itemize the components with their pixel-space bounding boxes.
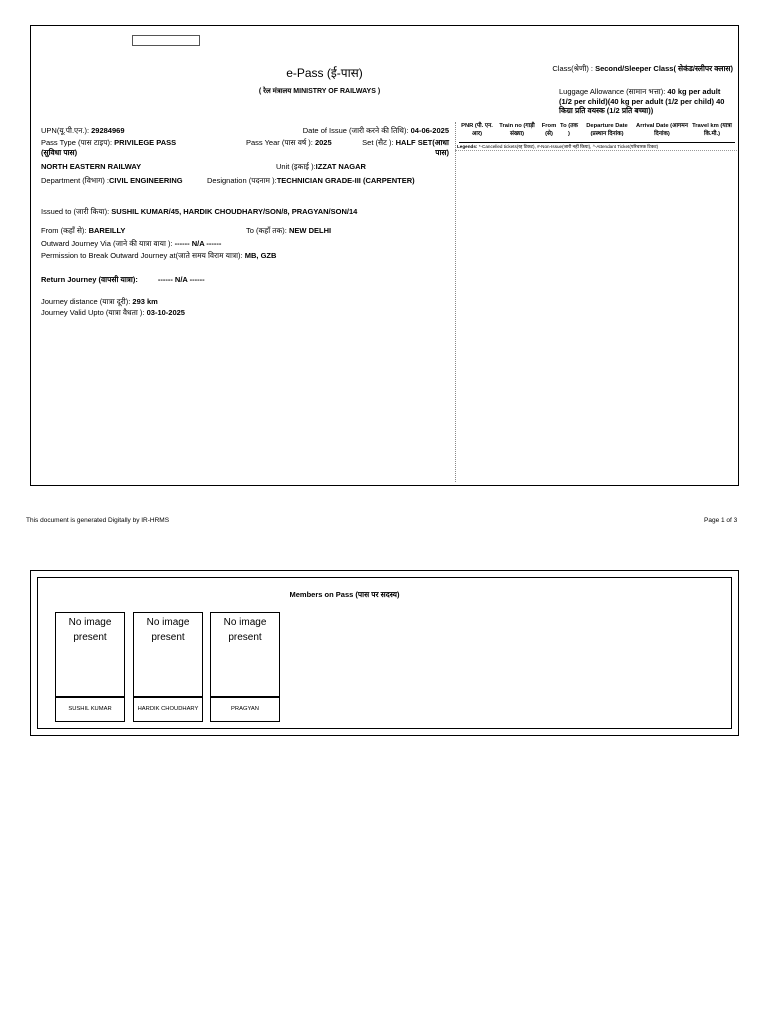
set-label: Set (सैट ): [362,138,396,147]
break-row [41,251,276,261]
issued-to-value: SUSHIL KUMAR/45, HARDIK CHOUDHARY/SON/8, PRAGYAN/SON/14 [111,207,358,216]
epass-title: e-Pass (ई-पास) [286,66,363,80]
valid-row [41,308,185,318]
via-value: ------ N/A ------ [174,239,222,248]
to-row [246,226,331,236]
issued-to-label: Issued to (जारी किया): [41,207,112,216]
return-label: Return Journey (वापसी यात्रा): [41,275,138,284]
railway-name: NORTH EASTERN RAILWAY [41,162,142,171]
member-card [133,612,203,722]
column-separator [455,122,456,482]
valid-label: Journey Valid Upto (यात्रा वैधता ): [41,308,147,317]
department-value: CIVIL ENGINEERING [108,176,183,185]
legend-label: Legends: [457,144,479,149]
designation-label: Designation (पदनाम ): [207,176,277,185]
member-photo-placeholder: No image present [55,612,125,698]
return-value: ------ N/A ------ [157,275,205,284]
members-title: Members on Pass (पास पर सदस्य) [289,590,400,599]
footer-generated: This document is generated Digitally by IR-HRMS [26,517,170,524]
pass-year-value: 2025 [314,138,332,147]
via-row [41,239,221,249]
legend-text: *-Cancelled tickets(रद्द टिकट), #-Non-Issue(जारी नहीं किया), ^-Attendant Ticket(परिचारक टिकट) [478,144,659,149]
luggage-label: Luggage Allowance (सामान भत्ता): [559,87,668,96]
to-value: NEW DELHI [288,226,332,235]
col-departure-date: Departure Date (प्रस्थान दिनांक) [586,123,628,137]
col-train-no: Train no (गाड़ी संख्या) [499,123,535,137]
pass-page-2 [30,570,739,736]
barcode-box [132,35,200,46]
member-photo-placeholder: No image present [210,612,280,698]
class-value: Second/Sleeper Class( सेकंड/स्लीपर क्लास) [595,64,733,73]
distance-row [41,297,158,307]
member-card [210,612,280,722]
member-card [55,612,125,722]
designation-value: TECHNICIAN GRADE-III (CARPENTER) [276,176,415,185]
col-pnr: PNR (पी. एन. आर) [461,123,493,137]
upn-label: UPN(यू.पी.एन.): [41,126,92,135]
via-label: Outward Journey Via (जाने की यात्रा वाया ): [41,239,175,248]
from-label: From (कहाँ से): [41,226,89,235]
department-row [41,176,191,186]
return-row [41,275,205,285]
department-label: Department (विभाग) : [41,176,109,185]
break-value: MB, GZB [244,251,277,260]
col-arrival-date: Arrival Date (आगमन दिनांक) [636,123,688,137]
footer-page-number: Page 1 of 3 [704,517,738,524]
set-value: HALF SET(आधा पास) [395,138,449,157]
date-issue-row [231,126,449,136]
luggage-block [559,87,731,116]
col-from: From (से) [541,123,557,137]
from-value: BAREILLY [88,226,126,235]
pass-year-label: Pass Year (पास वर्ष ): [246,138,315,147]
to-label: To (कहाँ तक): [246,226,289,235]
set-row [359,138,449,157]
distance-value: 293 km [132,297,158,306]
pass-type-label: Pass Type (पास टाइप): [41,138,115,147]
unit-value: IZZAT NAGAR [315,162,366,171]
pass-year-row [246,138,332,148]
member-name: HARDIK CHOUDHARY [133,698,203,722]
ministry-subtitle: ( रेल मंत्रालय MINISTRY OF RAILWAYS ) [258,88,381,95]
pass-page-1 [30,25,739,486]
member-photo-placeholder: No image present [133,612,203,698]
upn-value: 29284969 [91,126,125,135]
designation-row [207,176,415,186]
distance-label: Journey distance (यात्रा दूरी): [41,297,133,306]
col-travel-km: Travel km (यात्रा कि.मी.) [692,123,732,137]
class-block [551,64,733,74]
upn-row [41,126,125,136]
journey-table-header [459,123,735,143]
class-label: Class(श्रेणी) : [552,64,596,73]
pass-type-row [41,138,191,157]
member-name: SUSHIL KUMAR [55,698,125,722]
col-to: To (तक ) [560,123,578,137]
valid-value: 03-10-2025 [146,308,185,317]
pass-type-value: PRIVILEGE PASS (सुविधा पास) [41,138,177,157]
unit-label: Unit (इकाई ): [276,162,316,171]
members-panel [37,577,732,729]
date-issue-label: Date of Issue (जारी करने की तिथि): [302,126,411,135]
break-label: Permission to Break Outward Journey at(जाते समय विराम यात्रा): [41,251,245,260]
date-issue-value: 04-06-2025 [410,126,449,135]
journey-table-legend [455,144,737,151]
issued-to-row [41,207,357,217]
luggage-value: 40 kg per adult (1/2 per child)(40 kg per adult (1/2 per child) 40 किग्रा प्रति वयस्क (1/2 प्रति बच्चा)) [559,87,725,115]
from-row [41,226,125,236]
member-name: PRAGYAN [210,698,280,722]
unit-row [276,162,366,172]
